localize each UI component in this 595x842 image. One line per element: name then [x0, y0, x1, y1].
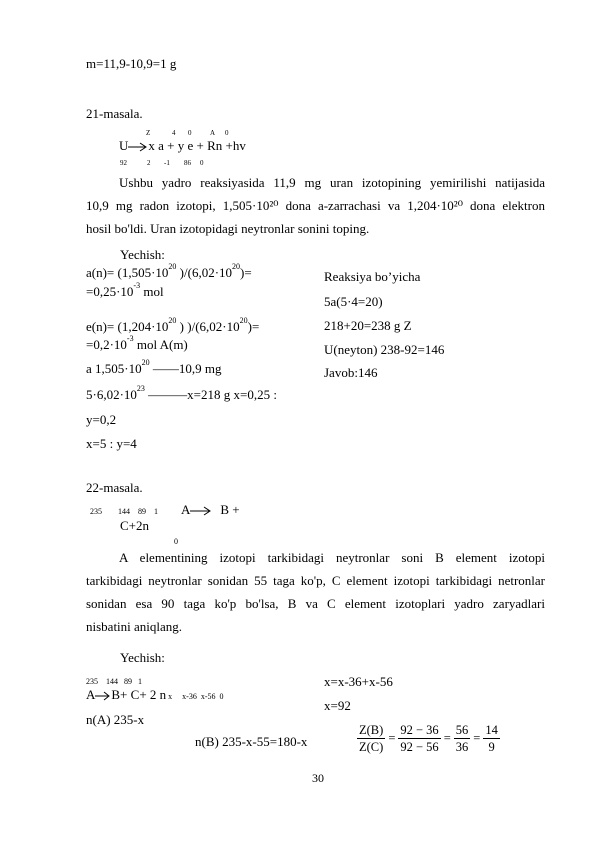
alpha-moles-result: $=0,25\cdot 10^{-3}$ mol — [86, 281, 164, 299]
p22-line-3: sonidan esa 90 taga ko'p bo'lsa, B va C element izotoplari yadro zaryadlari — [86, 596, 545, 611]
eq-sup-4: 4 — [172, 129, 176, 137]
y-value: y=0,2 — [86, 412, 117, 427]
electron-moles-line: $e(n)= (1,204\cdot 10^{20}$ ) )$/(6,02\cdot 10^{20})=$ — [86, 316, 260, 334]
problem-22-title: 22-masala. — [86, 480, 143, 495]
alpha-mass: 5a(5·4=20) — [324, 294, 383, 309]
eq-sub-m1: -1 — [164, 159, 170, 167]
alpha-moles-line: $a(n)= (1,505\cdot 10^{20}$ )$/(6,02\cdot 10^{20})=$ — [86, 262, 252, 280]
proportion-line-2: $5\cdot 6,02\cdot 10^{23}$ ———x=218 g x=0,25 : — [86, 384, 277, 402]
answer-21: Javob:146 — [324, 365, 378, 380]
electron-moles-result: $=0,2\cdot 10^{-3}$ mol A(m) — [86, 334, 188, 352]
eq-sub-92: 92 — [120, 159, 127, 167]
page-number: 30 — [312, 771, 324, 785]
eq22-zero: 0 — [174, 537, 178, 546]
eq22-b: B + — [220, 502, 240, 517]
problem-21-title: 21-masala. — [86, 106, 143, 121]
problem-22-text — [86, 546, 545, 638]
reaction-arrow-icon — [95, 691, 111, 701]
p21-line-2: 10,9 mg radon izotopi, 1,505·10²⁰ dona a-zarrachasi va 1,204·10²⁰ dona elektron — [86, 198, 545, 213]
eq22-c: C+2n — [120, 518, 150, 533]
xy-values: x=5 : y=4 — [86, 436, 137, 451]
p22-line-1: A elementining izotopi tarkibidagi neytronlar soni B element izotopi — [119, 550, 545, 565]
eq22-a: A — [181, 502, 191, 517]
p21-line-1: Ushbu yadro reaksiyasida 11,9 mg uran izotopining yemirilishi natijasida — [119, 175, 545, 190]
eq-sup-a: A — [210, 129, 216, 137]
neutrons-b: n(B) 235-x-55=180-x — [195, 734, 308, 749]
problem-22-solution-label: Yechish: — [120, 650, 165, 665]
sol22-superscripts: 235 144 89 1 — [86, 677, 142, 686]
charge-ratio-formula: $\frac{Z(B)}{Z(C)}$ = $\frac{92 - 36}{92 - 56}$ = $\frac{56}{36}$ = $\frac{14}{9}$ — [359, 723, 498, 754]
problem-21-text — [86, 171, 545, 240]
p22-line-4: nisbatini aniqlang. — [86, 619, 183, 634]
eq-sub-0: 0 — [200, 159, 204, 167]
eq-uranium: U — [119, 138, 129, 153]
eq-sup-0: 0 — [188, 129, 192, 137]
z-mass: 218+20=238 g Z — [324, 318, 412, 333]
reaction-arrow-icon — [190, 506, 212, 516]
eq-sup-z: Z — [146, 129, 151, 137]
reaction-arrow-icon — [128, 142, 148, 152]
problem-21-solution-label: Yechish: — [120, 247, 165, 262]
eq22-superscripts: 235 144 89 1 — [90, 507, 158, 516]
neutrons-a: n(A) 235-x — [86, 712, 145, 727]
eq-sub-2: 2 — [147, 159, 151, 167]
eq-sup-0b: 0 — [225, 129, 229, 137]
x-equation: x=x-36+x-56 — [324, 674, 393, 689]
sol22-equation: A B+ C+ 2 n x x-36 x-56 0 — [86, 687, 224, 702]
eq-products: x a + y e + Rn +hv — [148, 138, 246, 153]
neutron-count: U(neyton) 238-92=146 — [324, 342, 445, 357]
proportion-line-1: a $1,505\cdot 10^{20}$ ——10,9 mg — [86, 358, 222, 376]
reaction-note: Reaksiya bo’yicha — [324, 269, 421, 284]
mass-difference-line: m=11,9-10,9=1 g — [86, 56, 177, 71]
x-value: x=92 — [324, 698, 351, 713]
eq-sub-86: 86 — [184, 159, 191, 167]
p21-line-3: hosil bo'ldi. Uran izotopidagi neytronlar sonini toping. — [86, 221, 370, 236]
p22-line-2: tarkibidagi neytronlar sonidan 55 taga ko'p, C element izotopi tarkibidagi netronlar — [86, 573, 545, 588]
